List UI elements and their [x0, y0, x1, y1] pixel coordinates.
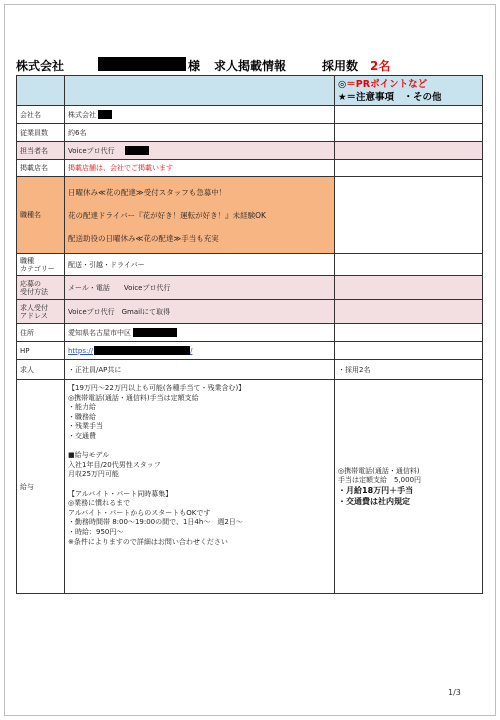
label-contact: 担当者名: [17, 142, 65, 160]
value-salary: [65, 380, 335, 594]
row-apply-method: [17, 276, 483, 300]
salary-note-line: ◎携帯電話(通話・通信料): [338, 466, 420, 475]
label-job: 職種名: [17, 177, 65, 254]
label-hp: HP: [17, 342, 65, 360]
label-category: 職種 カテゴリー: [17, 254, 65, 276]
salary-line: ・時給：950円〜: [68, 527, 124, 536]
salary-line: ・残業手当: [68, 422, 103, 431]
label-address: 住所: [17, 324, 65, 342]
row-company: [17, 106, 483, 124]
job-line: 花の配達ドライバー『花が好き！運転が好き！』未経験OK: [68, 210, 266, 220]
note-salary: [335, 380, 483, 594]
salary-line: 入社1年目/20代男性スタッフ: [68, 460, 161, 469]
hire-count: 2名: [370, 59, 391, 73]
row-address: [17, 324, 483, 342]
honorific: 様: [188, 59, 201, 73]
label-company: 会社名: [17, 106, 65, 124]
company-prefix: 株式会社: [16, 59, 65, 73]
salary-line: ※条件によりますので詳細はお問い合わせください: [68, 537, 228, 546]
job-info-table: [16, 75, 483, 594]
hp-link[interactable]: https:// /: [68, 346, 193, 355]
row-job: [17, 177, 483, 254]
salary-note-emphasis: ・交通費は社内規定: [338, 496, 410, 506]
salary-line: 【19万円〜22万円以上も可能(各種手当て・残業含む)】: [68, 384, 246, 392]
salary-line: 【アルバイト・パート同時募集】: [68, 489, 173, 498]
salary-note-emphasis: ・月給18万円＋手当: [338, 485, 414, 495]
legend-note: ＝注意事項 ・その他: [346, 91, 442, 103]
document-title: 求人掲載情報: [214, 59, 287, 73]
redacted-url: [94, 346, 190, 355]
label-salary: 給与: [17, 380, 65, 594]
note-recruit: ・採用2名: [335, 360, 483, 380]
value-job: [65, 177, 335, 254]
value-category: 配送・引越・ドライバー: [65, 254, 335, 276]
label-display-name: 掲載店名: [17, 160, 65, 177]
value-hp: [65, 342, 335, 360]
row-salary: [17, 380, 483, 594]
salary-line: ・職務給: [68, 412, 96, 421]
page-number: 1/3: [448, 688, 461, 697]
legend-pr: ＝PRポイントなど: [346, 78, 428, 90]
salary-line: ・能力給: [68, 403, 96, 412]
value-company: 株式会社: [65, 106, 335, 124]
row-employees: [17, 124, 483, 142]
legend-row: [17, 76, 483, 106]
value-employees: 約6名: [65, 124, 335, 142]
value-apply-address: Voiceプロ代行 Gmailにて取得: [65, 300, 335, 324]
row-recruit: [17, 360, 483, 380]
salary-line: アルバイト・パートからのスタートもOKです: [68, 508, 211, 517]
salary-line: ◎業務に慣れるまで: [68, 499, 131, 508]
job-line: 日曜休み≪花の配達≫受付スタッフも急募中！: [68, 187, 227, 197]
value-contact: Voiceプロ代行: [65, 142, 335, 160]
value-apply-method: メール・電話 Voiceプロ代行: [65, 276, 335, 300]
row-contact: [17, 142, 483, 160]
redacted-name: [98, 110, 112, 119]
legend-cell: [335, 76, 483, 106]
row-display-name: [17, 160, 483, 177]
salary-line: 月収25万円可能: [68, 470, 119, 479]
label-employees: 従業員数: [17, 124, 65, 142]
salary-line: ◎携帯電話(通話・通信料)手当は定額支給: [68, 393, 199, 402]
legend-mark-note: ★: [338, 91, 347, 103]
value-display-name: 掲載店舗は、会社でご掲載います: [65, 160, 335, 177]
salary-line: ・勤務時間帯 8:00〜19:00の間で、1日4h〜 週2日〜: [68, 518, 243, 527]
job-line: 配送助役の日曜休み≪花の配達≫手当も充実: [68, 233, 219, 243]
salary-note-line: 手当は定額支給 5,000円: [338, 475, 422, 484]
salary-line: ・交通費: [68, 431, 96, 440]
redacted-company-name: [98, 57, 186, 71]
hire-count-label: 採用数: [322, 59, 359, 73]
redacted-name: [125, 146, 149, 155]
label-recruit: 求人: [17, 360, 65, 380]
label-apply-address: 求人受付 アドレス: [17, 300, 65, 324]
row-apply-address: [17, 300, 483, 324]
row-hp: [17, 342, 483, 360]
redacted-address: [133, 328, 177, 337]
value-address: 愛知県名古屋市中区: [65, 324, 335, 342]
document-header: [16, 56, 482, 74]
legend-mark-pr: ◎: [338, 78, 347, 90]
row-category: [17, 254, 483, 276]
value-recruit: ・正社員/AP共に: [65, 360, 335, 380]
label-apply-method: 応募の 受付方法: [17, 276, 65, 300]
salary-line: ■給与モデル: [68, 451, 110, 460]
